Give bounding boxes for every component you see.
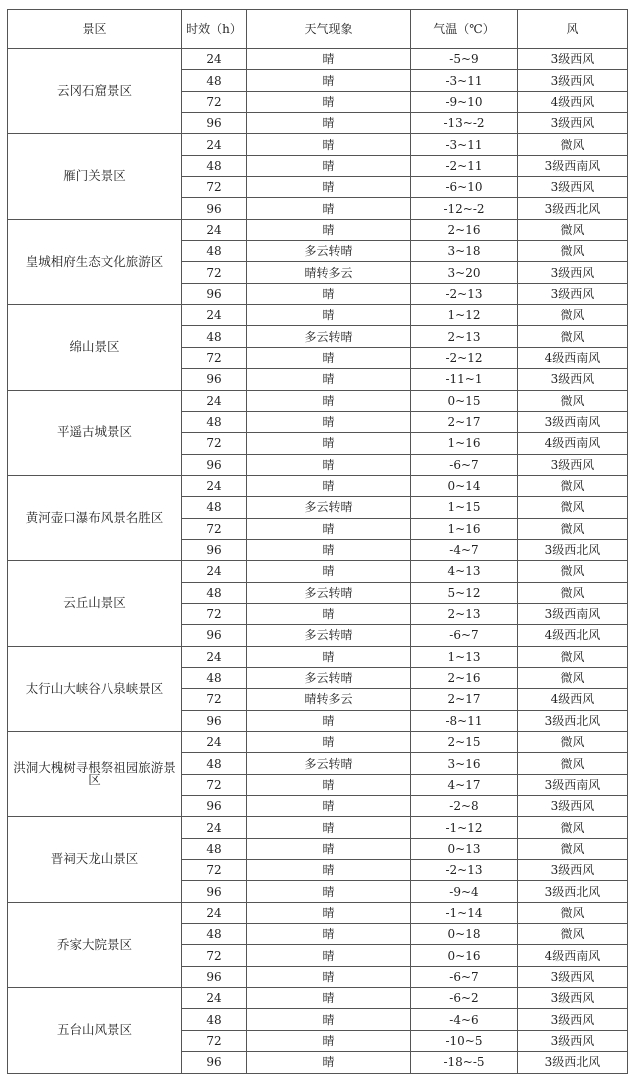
weather-cell: 晴 bbox=[247, 454, 411, 475]
temperature-cell: -2~13 bbox=[411, 283, 518, 304]
weather-cell: 晴转多云 bbox=[247, 689, 411, 710]
temperature-cell: 2~13 bbox=[411, 603, 518, 624]
temperature-cell: 2~16 bbox=[411, 219, 518, 240]
weather-cell: 晴 bbox=[247, 305, 411, 326]
table-row bbox=[8, 475, 628, 496]
wind-cell: 4级西风 bbox=[518, 689, 628, 710]
wind-cell: 3级西风 bbox=[518, 796, 628, 817]
weather-cell: 晴 bbox=[247, 860, 411, 881]
weather-cell: 晴 bbox=[247, 177, 411, 198]
wind-cell: 微风 bbox=[518, 667, 628, 688]
temperature-cell: 0~16 bbox=[411, 945, 518, 966]
wind-cell: 微风 bbox=[518, 817, 628, 838]
temperature-cell: -1~12 bbox=[411, 817, 518, 838]
temperature-cell: -11~1 bbox=[411, 369, 518, 390]
temperature-cell: 2~15 bbox=[411, 732, 518, 753]
temperature-cell: 2~16 bbox=[411, 667, 518, 688]
header-row bbox=[8, 10, 628, 49]
weather-cell: 晴 bbox=[247, 539, 411, 560]
wind-cell: 微风 bbox=[518, 582, 628, 603]
lead-time-cell: 48 bbox=[182, 326, 247, 347]
wind-cell: 3级西南风 bbox=[518, 155, 628, 176]
weather-cell: 多云转晴 bbox=[247, 582, 411, 603]
table-row bbox=[8, 49, 628, 70]
weather-cell: 多云转晴 bbox=[247, 241, 411, 262]
lead-time-cell: 48 bbox=[182, 241, 247, 262]
temperature-cell: -2~8 bbox=[411, 796, 518, 817]
lead-time-cell: 48 bbox=[182, 582, 247, 603]
weather-cell: 晴 bbox=[247, 369, 411, 390]
temperature-cell: 1~16 bbox=[411, 518, 518, 539]
lead-time-cell: 72 bbox=[182, 1030, 247, 1051]
temperature-cell: -2~13 bbox=[411, 860, 518, 881]
wind-cell: 微风 bbox=[518, 326, 628, 347]
wind-cell: 微风 bbox=[518, 924, 628, 945]
temperature-cell: -4~6 bbox=[411, 1009, 518, 1030]
temperature-cell: 3~18 bbox=[411, 241, 518, 262]
weather-cell: 晴 bbox=[247, 198, 411, 219]
temperature-cell: -9~10 bbox=[411, 91, 518, 112]
lead-time-cell: 24 bbox=[182, 902, 247, 923]
wind-cell: 3级西风 bbox=[518, 1030, 628, 1051]
weather-cell: 晴 bbox=[247, 411, 411, 432]
temperature-cell: 2~13 bbox=[411, 326, 518, 347]
wind-cell: 微风 bbox=[518, 305, 628, 326]
weather-cell: 晴 bbox=[247, 796, 411, 817]
lead-time-cell: 96 bbox=[182, 454, 247, 475]
wind-cell: 微风 bbox=[518, 241, 628, 262]
lead-time-cell: 96 bbox=[182, 625, 247, 646]
temperature-cell: -4~7 bbox=[411, 539, 518, 560]
wind-cell: 3级西风 bbox=[518, 283, 628, 304]
lead-time-cell: 48 bbox=[182, 753, 247, 774]
temperature-cell: 3~16 bbox=[411, 753, 518, 774]
wind-cell: 4级西南风 bbox=[518, 347, 628, 368]
lead-time-cell: 96 bbox=[182, 283, 247, 304]
temperature-cell: -3~11 bbox=[411, 70, 518, 91]
lead-time-cell: 72 bbox=[182, 262, 247, 283]
wind-cell: 3级西风 bbox=[518, 860, 628, 881]
wind-cell: 微风 bbox=[518, 646, 628, 667]
temperature-cell: -5~9 bbox=[411, 49, 518, 70]
temperature-cell: -13~-2 bbox=[411, 113, 518, 134]
weather-cell: 晴 bbox=[247, 966, 411, 987]
header-site: 景区 bbox=[8, 10, 182, 49]
header-wind: 风 bbox=[518, 10, 628, 49]
temperature-cell: 0~14 bbox=[411, 475, 518, 496]
temperature-cell: -2~11 bbox=[411, 155, 518, 176]
temperature-cell: -10~5 bbox=[411, 1030, 518, 1051]
wind-cell: 3级西风 bbox=[518, 454, 628, 475]
wind-cell: 4级西南风 bbox=[518, 945, 628, 966]
lead-time-cell: 72 bbox=[182, 689, 247, 710]
weather-cell: 晴 bbox=[247, 774, 411, 795]
weather-cell: 多云转晴 bbox=[247, 625, 411, 646]
lead-time-cell: 48 bbox=[182, 924, 247, 945]
temperature-cell: 0~15 bbox=[411, 390, 518, 411]
site-name: 云丘山景区 bbox=[8, 561, 182, 646]
wind-cell: 3级西风 bbox=[518, 177, 628, 198]
wind-cell: 微风 bbox=[518, 390, 628, 411]
table-row bbox=[8, 988, 628, 1009]
wind-cell: 微风 bbox=[518, 732, 628, 753]
wind-cell: 4级西北风 bbox=[518, 625, 628, 646]
weather-cell: 晴 bbox=[247, 113, 411, 134]
wind-cell: 微风 bbox=[518, 561, 628, 582]
site-name: 晋祠天龙山景区 bbox=[8, 817, 182, 902]
temperature-cell: 1~13 bbox=[411, 646, 518, 667]
weather-cell: 晴 bbox=[247, 646, 411, 667]
site-name: 乔家大院景区 bbox=[8, 902, 182, 987]
wind-cell: 3级西风 bbox=[518, 262, 628, 283]
weather-cell: 多云转晴 bbox=[247, 497, 411, 518]
lead-time-cell: 96 bbox=[182, 881, 247, 902]
table-row bbox=[8, 219, 628, 240]
weather-cell: 晴 bbox=[247, 518, 411, 539]
weather-cell: 晴 bbox=[247, 902, 411, 923]
weather-cell: 晴 bbox=[247, 988, 411, 1009]
lead-time-cell: 24 bbox=[182, 475, 247, 496]
weather-cell: 晴 bbox=[247, 219, 411, 240]
lead-time-cell: 72 bbox=[182, 433, 247, 454]
lead-time-cell: 96 bbox=[182, 1052, 247, 1073]
wind-cell: 3级西风 bbox=[518, 369, 628, 390]
wind-cell: 微风 bbox=[518, 902, 628, 923]
lead-time-cell: 72 bbox=[182, 177, 247, 198]
weather-cell: 晴 bbox=[247, 732, 411, 753]
lead-time-cell: 24 bbox=[182, 561, 247, 582]
temperature-cell: -6~2 bbox=[411, 988, 518, 1009]
wind-cell: 3级西风 bbox=[518, 113, 628, 134]
site-name: 绵山景区 bbox=[8, 305, 182, 390]
weather-cell: 晴转多云 bbox=[247, 262, 411, 283]
temperature-cell: 1~15 bbox=[411, 497, 518, 518]
lead-time-cell: 96 bbox=[182, 796, 247, 817]
weather-cell: 晴 bbox=[247, 924, 411, 945]
wind-cell: 3级西北风 bbox=[518, 539, 628, 560]
table-row bbox=[8, 732, 628, 753]
weather-cell: 晴 bbox=[247, 475, 411, 496]
header-lead-time: 时效（h） bbox=[182, 10, 247, 49]
table-row bbox=[8, 561, 628, 582]
wind-cell: 3级西南风 bbox=[518, 411, 628, 432]
temperature-cell: 1~16 bbox=[411, 433, 518, 454]
weather-cell: 晴 bbox=[247, 433, 411, 454]
lead-time-cell: 24 bbox=[182, 817, 247, 838]
lead-time-cell: 48 bbox=[182, 497, 247, 518]
site-name: 洪洞大槐树寻根祭祖园旅游景区 bbox=[8, 732, 182, 817]
weather-cell: 晴 bbox=[247, 710, 411, 731]
weather-cell: 晴 bbox=[247, 347, 411, 368]
wind-cell: 3级西风 bbox=[518, 966, 628, 987]
temperature-cell: -12~-2 bbox=[411, 198, 518, 219]
weather-cell: 晴 bbox=[247, 49, 411, 70]
wind-cell: 3级西北风 bbox=[518, 710, 628, 731]
weather-cell: 晴 bbox=[247, 1009, 411, 1030]
lead-time-cell: 72 bbox=[182, 518, 247, 539]
site-name: 太行山大峡谷八泉峡景区 bbox=[8, 646, 182, 731]
lead-time-cell: 96 bbox=[182, 198, 247, 219]
site-name: 五台山风景区 bbox=[8, 988, 182, 1073]
wind-cell: 3级西风 bbox=[518, 70, 628, 91]
wind-cell: 微风 bbox=[518, 753, 628, 774]
lead-time-cell: 48 bbox=[182, 155, 247, 176]
header-weather: 天气现象 bbox=[247, 10, 411, 49]
weather-cell: 晴 bbox=[247, 134, 411, 155]
lead-time-cell: 72 bbox=[182, 347, 247, 368]
wind-cell: 3级西南风 bbox=[518, 774, 628, 795]
wind-cell: 3级西北风 bbox=[518, 1052, 628, 1073]
weather-cell: 晴 bbox=[247, 561, 411, 582]
temperature-cell: -6~10 bbox=[411, 177, 518, 198]
lead-time-cell: 48 bbox=[182, 411, 247, 432]
wind-cell: 微风 bbox=[518, 518, 628, 539]
lead-time-cell: 48 bbox=[182, 667, 247, 688]
lead-time-cell: 96 bbox=[182, 710, 247, 731]
lead-time-cell: 48 bbox=[182, 70, 247, 91]
lead-time-cell: 72 bbox=[182, 860, 247, 881]
weather-cell: 晴 bbox=[247, 1052, 411, 1073]
lead-time-cell: 24 bbox=[182, 305, 247, 326]
weather-cell: 晴 bbox=[247, 603, 411, 624]
table-body bbox=[8, 49, 628, 1074]
weather-cell: 晴 bbox=[247, 155, 411, 176]
lead-time-cell: 24 bbox=[182, 134, 247, 155]
temperature-cell: -6~7 bbox=[411, 966, 518, 987]
lead-time-cell: 48 bbox=[182, 838, 247, 859]
table-row bbox=[8, 390, 628, 411]
weather-cell: 晴 bbox=[247, 1030, 411, 1051]
lead-time-cell: 96 bbox=[182, 369, 247, 390]
temperature-cell: 5~12 bbox=[411, 582, 518, 603]
lead-time-cell: 72 bbox=[182, 91, 247, 112]
header-temperature: 气温（℃） bbox=[411, 10, 518, 49]
temperature-cell: -6~7 bbox=[411, 454, 518, 475]
lead-time-cell: 24 bbox=[182, 646, 247, 667]
wind-cell: 3级西北风 bbox=[518, 198, 628, 219]
temperature-cell: -9~4 bbox=[411, 881, 518, 902]
wind-cell: 3级西风 bbox=[518, 1009, 628, 1030]
temperature-cell: 2~17 bbox=[411, 411, 518, 432]
lead-time-cell: 24 bbox=[182, 49, 247, 70]
site-name: 雁门关景区 bbox=[8, 134, 182, 219]
temperature-cell: 4~17 bbox=[411, 774, 518, 795]
table-row bbox=[8, 902, 628, 923]
temperature-cell: 1~12 bbox=[411, 305, 518, 326]
temperature-cell: -8~11 bbox=[411, 710, 518, 731]
weather-cell: 晴 bbox=[247, 881, 411, 902]
wind-cell: 3级西风 bbox=[518, 988, 628, 1009]
lead-time-cell: 24 bbox=[182, 390, 247, 411]
wind-cell: 微风 bbox=[518, 219, 628, 240]
temperature-cell: 3~20 bbox=[411, 262, 518, 283]
weather-cell: 多云转晴 bbox=[247, 667, 411, 688]
lead-time-cell: 24 bbox=[182, 219, 247, 240]
weather-cell: 晴 bbox=[247, 390, 411, 411]
lead-time-cell: 72 bbox=[182, 945, 247, 966]
weather-cell: 多云转晴 bbox=[247, 326, 411, 347]
weather-cell: 多云转晴 bbox=[247, 753, 411, 774]
weather-cell: 晴 bbox=[247, 817, 411, 838]
wind-cell: 微风 bbox=[518, 838, 628, 859]
lead-time-cell: 96 bbox=[182, 539, 247, 560]
weather-cell: 晴 bbox=[247, 70, 411, 91]
lead-time-cell: 72 bbox=[182, 774, 247, 795]
forecast-table bbox=[7, 9, 628, 1074]
table-row bbox=[8, 305, 628, 326]
site-name: 平遥古城景区 bbox=[8, 390, 182, 475]
temperature-cell: 2~17 bbox=[411, 689, 518, 710]
wind-cell: 4级西风 bbox=[518, 91, 628, 112]
wind-cell: 3级西南风 bbox=[518, 603, 628, 624]
temperature-cell: 4~13 bbox=[411, 561, 518, 582]
temperature-cell: -2~12 bbox=[411, 347, 518, 368]
site-name: 云冈石窟景区 bbox=[8, 49, 182, 134]
table-row bbox=[8, 646, 628, 667]
lead-time-cell: 96 bbox=[182, 113, 247, 134]
table-row bbox=[8, 134, 628, 155]
temperature-cell: 0~13 bbox=[411, 838, 518, 859]
weather-cell: 晴 bbox=[247, 91, 411, 112]
wind-cell: 微风 bbox=[518, 497, 628, 518]
table-row bbox=[8, 817, 628, 838]
wind-cell: 微风 bbox=[518, 475, 628, 496]
temperature-cell: -1~14 bbox=[411, 902, 518, 923]
temperature-cell: -6~7 bbox=[411, 625, 518, 646]
lead-time-cell: 24 bbox=[182, 988, 247, 1009]
wind-cell: 微风 bbox=[518, 134, 628, 155]
weather-cell: 晴 bbox=[247, 838, 411, 859]
site-name: 黄河壶口瀑布风景名胜区 bbox=[8, 475, 182, 560]
temperature-cell: -18~-5 bbox=[411, 1052, 518, 1073]
lead-time-cell: 24 bbox=[182, 732, 247, 753]
weather-cell: 晴 bbox=[247, 283, 411, 304]
lead-time-cell: 72 bbox=[182, 603, 247, 624]
wind-cell: 4级西南风 bbox=[518, 433, 628, 454]
weather-cell: 晴 bbox=[247, 945, 411, 966]
wind-cell: 3级西风 bbox=[518, 49, 628, 70]
temperature-cell: -3~11 bbox=[411, 134, 518, 155]
temperature-cell: 0~18 bbox=[411, 924, 518, 945]
wind-cell: 3级西北风 bbox=[518, 881, 628, 902]
lead-time-cell: 48 bbox=[182, 1009, 247, 1030]
lead-time-cell: 96 bbox=[182, 966, 247, 987]
site-name: 皇城相府生态文化旅游区 bbox=[8, 219, 182, 304]
